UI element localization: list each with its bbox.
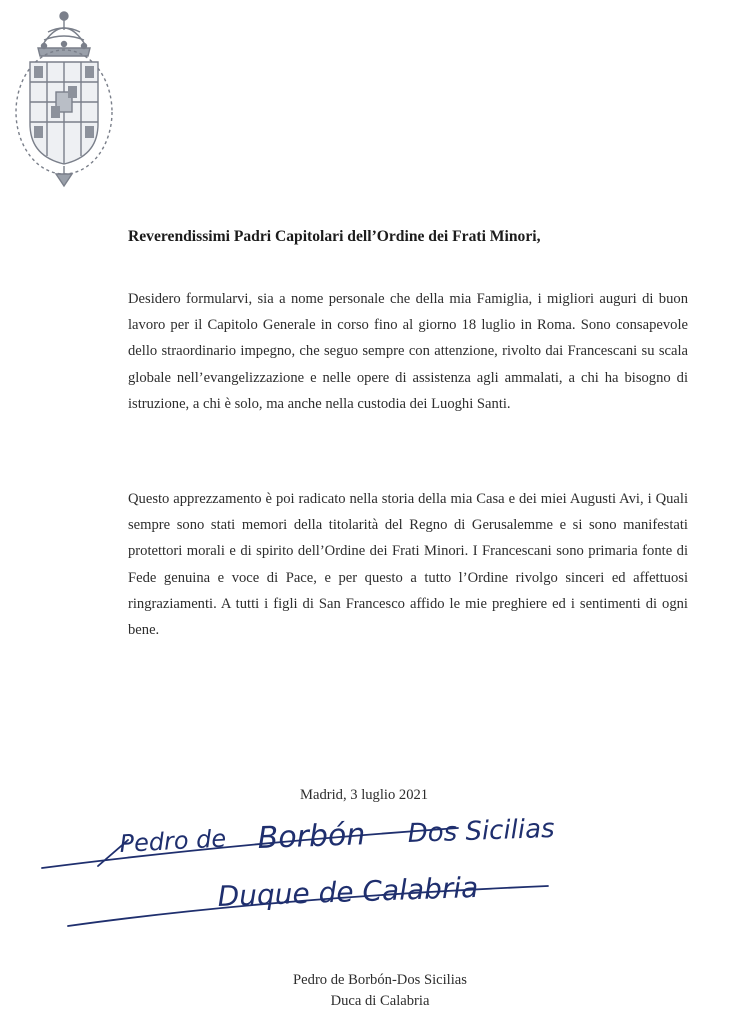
handwritten-signature bbox=[28, 808, 628, 958]
letter-paragraph-2 bbox=[128, 486, 688, 643]
signatory-title: Duca di Calabria bbox=[330, 993, 430, 1009]
svg-text:Dos Sicilias: Dos Sicilias bbox=[407, 813, 556, 849]
place-and-date: Madrid, 3 luglio 2021 bbox=[300, 787, 429, 803]
signatory-name: Pedro de Borbón-Dos Sicilias bbox=[293, 972, 467, 988]
svg-text:Borbón: Borbón bbox=[257, 817, 366, 856]
royal-coat-of-arms-icon bbox=[8, 6, 120, 188]
svg-text:Duque de Calabria: Duque de Calabria bbox=[217, 870, 479, 913]
letter-paragraph-1 bbox=[128, 286, 688, 417]
signatory-block bbox=[230, 970, 530, 1012]
letter-salutation: Reverendissimi Padri Capitolari dell’Ordine dei Frati Minori, bbox=[128, 228, 541, 245]
svg-text:Pedro de: Pedro de bbox=[118, 824, 227, 858]
paragraph-1-text: Desidero formularvi, sia a nome personale che della mia Famiglia, i migliori auguri di buon lavoro per il Capitolo Generale in corso fino al giorno 18 luglio in Roma. Sono consapevole dello straordinario impegno, che seguo sempre con attenzione, rivolto dai Francescani su scala globale nell’evangelizzazione e nelle opere di assistenza agli ammalati, a chi ha bisogno di istruzione, a chi è solo, ma anche nella custodia dei Luoghi Santi. bbox=[128, 291, 688, 412]
paragraph-2-text: Questo apprezzamento è poi radicato nella storia della mia Casa e dei miei Augusti Avi, i Quali sempre sono stati memori della titolarità del Regno di Gerusalemme e si sono manifestati protettori morali e di spirito dell’Ordine dei Frati Minori. I Francescani sono primaria fonte di Fede genuina e voce di Pace, e per questo a tutto l’Ordine rivolgo sinceri ed affettuosi ringraziamenti. A tutti i figli di San Francesco affido le mie preghiere ed i sentimenti di ogni bene. bbox=[128, 491, 688, 639]
